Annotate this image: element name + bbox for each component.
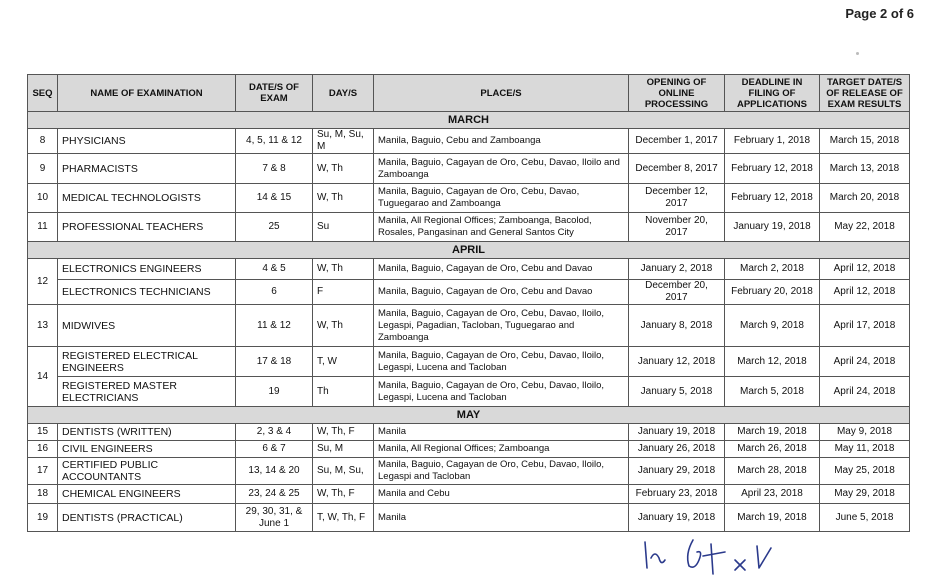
deadline-cell: March 12, 2018: [725, 347, 820, 377]
opening-cell: January 19, 2018: [629, 504, 725, 532]
table-row: [28, 485, 910, 504]
table-row: [28, 129, 910, 154]
month-label: APRIL: [28, 242, 910, 259]
seq-cell: 15: [28, 424, 58, 441]
deadline-cell: March 2, 2018: [725, 259, 820, 280]
exam-name-cell: CIVIL ENGINEERS: [58, 441, 236, 458]
target-cell: May 11, 2018: [820, 441, 910, 458]
table-row: [28, 154, 910, 184]
deadline-cell: February 12, 2018: [725, 154, 820, 184]
days-cell: W, Th, F: [313, 424, 374, 441]
places-cell: Manila, Baguio, Cagayan de Oro, Cebu, Davao, Iloilo, Legaspi, Lucena and Tacloban: [374, 377, 629, 407]
seq-cell: 11: [28, 213, 58, 242]
deadline-cell: March 19, 2018: [725, 424, 820, 441]
seq-cell: 18: [28, 485, 58, 504]
exam-name-cell: ELECTRONICS TECHNICIANS: [58, 280, 236, 305]
seq-cell: 16: [28, 441, 58, 458]
days-cell: Su, M, Su,: [313, 458, 374, 485]
opening-cell: January 26, 2018: [629, 441, 725, 458]
header-places: PLACE/S: [374, 75, 629, 112]
exam-name-cell: DENTISTS (WRITTEN): [58, 424, 236, 441]
header-deadline: DEADLINE IN FILING OF APPLICATIONS: [725, 75, 820, 112]
opening-cell: January 12, 2018: [629, 347, 725, 377]
places-cell: Manila and Cebu: [374, 485, 629, 504]
days-cell: T, W, Th, F: [313, 504, 374, 532]
dates-cell: 19: [236, 377, 313, 407]
target-cell: June 5, 2018: [820, 504, 910, 532]
exam-name-cell: ELECTRONICS ENGINEERS: [58, 259, 236, 280]
days-cell: W, Th: [313, 259, 374, 280]
target-cell: May 29, 2018: [820, 485, 910, 504]
table-row: [28, 280, 910, 305]
deadline-cell: March 9, 2018: [725, 305, 820, 347]
dates-cell: 2, 3 & 4: [236, 424, 313, 441]
opening-cell: November 20, 2017: [629, 213, 725, 242]
places-cell: Manila, Baguio, Cagayan de Oro, Cebu, Davao, Iloilo and Zamboanga: [374, 154, 629, 184]
exam-name-cell: MEDICAL TECHNOLOGISTS: [58, 184, 236, 213]
month-row-may: [28, 407, 910, 424]
dates-cell: 11 & 12: [236, 305, 313, 347]
table-row: [28, 213, 910, 242]
header-days: DAY/S: [313, 75, 374, 112]
opening-cell: February 23, 2018: [629, 485, 725, 504]
handwritten-initials: [615, 538, 845, 578]
places-cell: Manila, All Regional Offices; Zamboanga: [374, 441, 629, 458]
opening-cell: January 29, 2018: [629, 458, 725, 485]
deadline-cell: March 5, 2018: [725, 377, 820, 407]
header-opening: OPENING OF ONLINE PROCESSING: [629, 75, 725, 112]
exam-name-cell: REGISTERED ELECTRICAL ENGINEERS: [58, 347, 236, 377]
target-cell: March 13, 2018: [820, 154, 910, 184]
dates-cell: 25: [236, 213, 313, 242]
header-row: [28, 75, 910, 112]
places-cell: Manila, Baguio, Cagayan de Oro, Cebu, Davao, Iloilo, Legaspi, Pagadian, Tacloban, Tuguegarao and Zamboanga: [374, 305, 629, 347]
dates-cell: 29, 30, 31, & June 1: [236, 504, 313, 532]
days-cell: Su, M: [313, 441, 374, 458]
opening-cell: December 1, 2017: [629, 129, 725, 154]
days-cell: W, Th: [313, 154, 374, 184]
target-cell: April 12, 2018: [820, 259, 910, 280]
month-row-april: [28, 242, 910, 259]
target-cell: April 12, 2018: [820, 280, 910, 305]
seq-cell: 12: [28, 259, 58, 305]
places-cell: Manila: [374, 424, 629, 441]
deadline-cell: April 23, 2018: [725, 485, 820, 504]
opening-cell: January 2, 2018: [629, 259, 725, 280]
page-number: Page 2 of 6: [845, 6, 914, 21]
places-cell: Manila, Baguio, Cagayan de Oro, Cebu, Davao, Iloilo, Legaspi, Lucena and Tacloban: [374, 347, 629, 377]
places-cell: Manila, Baguio, Cebu and Zamboanga: [374, 129, 629, 154]
deadline-cell: March 28, 2018: [725, 458, 820, 485]
dates-cell: 4, 5, 11 & 12: [236, 129, 313, 154]
scan-speck: [856, 52, 859, 55]
deadline-cell: March 19, 2018: [725, 504, 820, 532]
opening-cell: January 8, 2018: [629, 305, 725, 347]
table-row: [28, 347, 910, 377]
days-cell: T, W: [313, 347, 374, 377]
table-row: [28, 259, 910, 280]
deadline-cell: February 1, 2018: [725, 129, 820, 154]
month-label: MARCH: [28, 112, 910, 129]
table-row: [28, 305, 910, 347]
days-cell: W, Th: [313, 184, 374, 213]
table-row: [28, 441, 910, 458]
exam-name-cell: CHEMICAL ENGINEERS: [58, 485, 236, 504]
dates-cell: 17 & 18: [236, 347, 313, 377]
days-cell: Su, M, Su, M: [313, 129, 374, 154]
month-row-march: [28, 112, 910, 129]
opening-cell: December 12, 2017: [629, 184, 725, 213]
seq-cell: 13: [28, 305, 58, 347]
exam-name-cell: REGISTERED MASTER ELECTRICIANS: [58, 377, 236, 407]
exam-schedule-table: [27, 74, 910, 532]
places-cell: Manila, Baguio, Cagayan de Oro, Cebu and Davao: [374, 280, 629, 305]
exam-name-cell: PROFESSIONAL TEACHERS: [58, 213, 236, 242]
places-cell: Manila, Baguio, Cagayan de Oro, Cebu, Davao, Iloilo, Legaspi and Tacloban: [374, 458, 629, 485]
table-row: [28, 458, 910, 485]
target-cell: March 20, 2018: [820, 184, 910, 213]
dates-cell: 7 & 8: [236, 154, 313, 184]
deadline-cell: January 19, 2018: [725, 213, 820, 242]
seq-cell: 14: [28, 347, 58, 407]
places-cell: Manila: [374, 504, 629, 532]
opening-cell: January 5, 2018: [629, 377, 725, 407]
month-label: MAY: [28, 407, 910, 424]
seq-cell: 8: [28, 129, 58, 154]
exam-name-cell: DENTISTS (PRACTICAL): [58, 504, 236, 532]
dates-cell: 13, 14 & 20: [236, 458, 313, 485]
seq-cell: 9: [28, 154, 58, 184]
dates-cell: 23, 24 & 25: [236, 485, 313, 504]
deadline-cell: March 26, 2018: [725, 441, 820, 458]
exam-name-cell: PHARMACISTS: [58, 154, 236, 184]
target-cell: March 15, 2018: [820, 129, 910, 154]
header-target: TARGET DATE/S OF RELEASE OF EXAM RESULTS: [820, 75, 910, 112]
exam-name-cell: CERTIFIED PUBLIC ACCOUNTANTS: [58, 458, 236, 485]
places-cell: Manila, Baguio, Cagayan de Oro, Cebu and Davao: [374, 259, 629, 280]
header-seq: SEQ: [28, 75, 58, 112]
target-cell: May 9, 2018: [820, 424, 910, 441]
seq-cell: 17: [28, 458, 58, 485]
target-cell: April 24, 2018: [820, 347, 910, 377]
target-cell: April 17, 2018: [820, 305, 910, 347]
days-cell: F: [313, 280, 374, 305]
exam-name-cell: PHYSICIANS: [58, 129, 236, 154]
deadline-cell: February 20, 2018: [725, 280, 820, 305]
table-row: [28, 377, 910, 407]
exam-name-cell: MIDWIVES: [58, 305, 236, 347]
target-cell: May 25, 2018: [820, 458, 910, 485]
opening-cell: January 19, 2018: [629, 424, 725, 441]
days-cell: Th: [313, 377, 374, 407]
days-cell: W, Th, F: [313, 485, 374, 504]
days-cell: W, Th: [313, 305, 374, 347]
places-cell: Manila, Baguio, Cagayan de Oro, Cebu, Davao, Tuguegarao and Zamboanga: [374, 184, 629, 213]
target-cell: April 24, 2018: [820, 377, 910, 407]
header-name: NAME OF EXAMINATION: [58, 75, 236, 112]
opening-cell: December 8, 2017: [629, 154, 725, 184]
table-row: [28, 504, 910, 532]
seq-cell: 19: [28, 504, 58, 532]
table-row: [28, 424, 910, 441]
seq-cell: 10: [28, 184, 58, 213]
dates-cell: 6 & 7: [236, 441, 313, 458]
dates-cell: 6: [236, 280, 313, 305]
header-dates: DATE/S OF EXAM: [236, 75, 313, 112]
deadline-cell: February 12, 2018: [725, 184, 820, 213]
opening-cell: December 20, 2017: [629, 280, 725, 305]
dates-cell: 4 & 5: [236, 259, 313, 280]
target-cell: May 22, 2018: [820, 213, 910, 242]
days-cell: Su: [313, 213, 374, 242]
dates-cell: 14 & 15: [236, 184, 313, 213]
places-cell: Manila, All Regional Offices; Zamboanga, Bacolod, Rosales, Pangasinan and General Santos City: [374, 213, 629, 242]
table-row: [28, 184, 910, 213]
